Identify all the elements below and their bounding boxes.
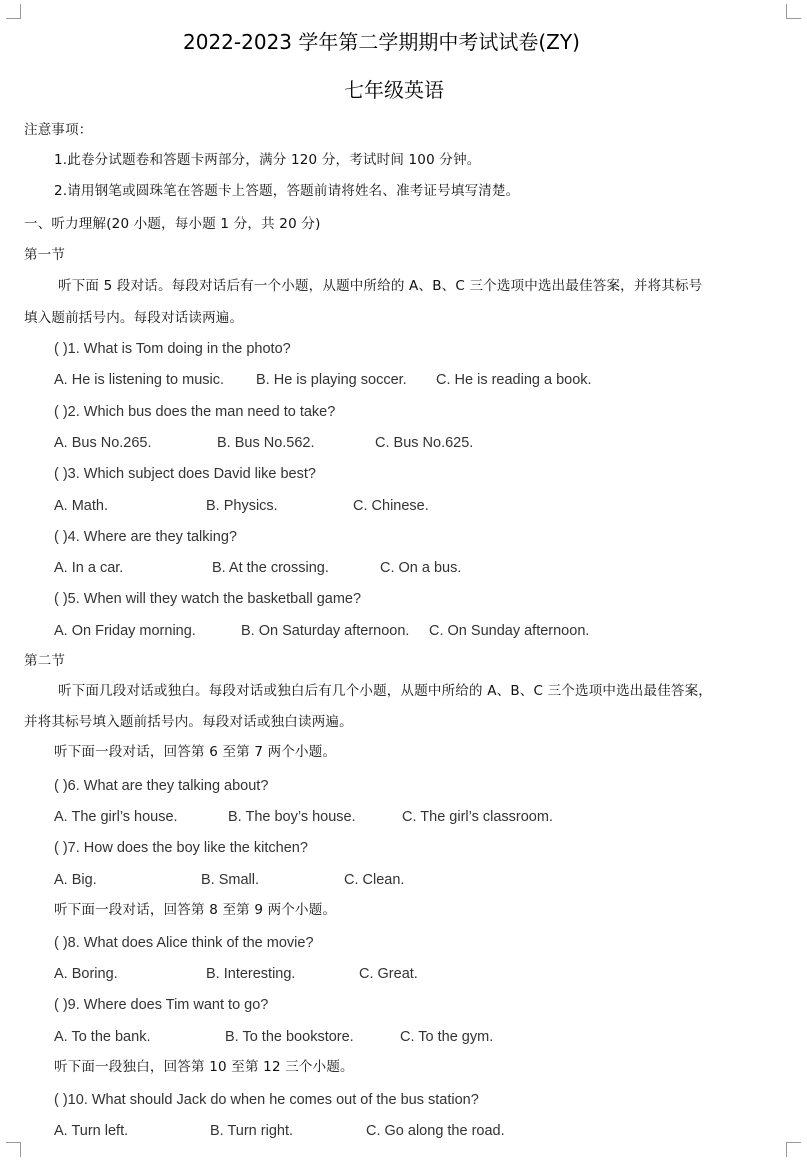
crop-mark-top-right — [786, 4, 801, 19]
notice-item-1: 1.此卷分试题卷和答题卡两部分，满分 120 分，考试时间 100 分钟。 — [54, 152, 481, 168]
question-4-option-a: A. In a car. — [54, 560, 124, 576]
crop-mark-top-left — [6, 4, 21, 19]
question-9: ( )9. Where does Tim want to go? — [54, 997, 269, 1013]
section1-instruction-line2: 填入题前括号内。每段对话读两遍。 — [24, 310, 244, 326]
question-4-option-c: C. On a bus. — [380, 560, 462, 576]
exam-title: 2022-2023 学年第二学期期中考试试卷(ZY) — [183, 30, 580, 54]
section1-heading: 第一节 — [24, 247, 66, 263]
question-6: ( )6. What are they talking about? — [54, 778, 269, 794]
question-8-option-b: B. Interesting. — [206, 966, 296, 982]
group-lead-8-9: 听下面一段对话，回答第 8 至第 9 两个小题。 — [54, 902, 337, 918]
crop-mark-bottom-left — [6, 1142, 21, 1157]
question-2: ( )2. Which bus does the man need to take? — [54, 404, 336, 420]
question-1: ( )1. What is Tom doing in the photo? — [54, 341, 291, 357]
question-9-option-c: C. To the gym. — [400, 1029, 494, 1045]
notice-heading: 注意事项： — [24, 122, 93, 138]
question-2-option-a: A. Bus No.265. — [54, 435, 152, 451]
question-7-option-a: A. Big. — [54, 872, 97, 888]
question-6-option-a: A. The girl’s house. — [54, 809, 178, 825]
question-1-option-a: A. He is listening to music. — [54, 372, 225, 388]
question-8-option-c: C. Great. — [359, 966, 418, 982]
question-6-option-c: C. The girl’s classroom. — [402, 809, 553, 825]
question-3: ( )3. Which subject does David like best? — [54, 466, 316, 482]
group-lead-6-7: 听下面一段对话，回答第 6 至第 7 两个小题。 — [54, 744, 337, 760]
question-4-option-b: B. At the crossing. — [212, 560, 329, 576]
question-2-option-c: C. Bus No.625. — [375, 435, 474, 451]
notice-item-2: 2.请用钢笔或圆珠笔在答题卡上答题，答题前请将姓名、准考证号填写清楚。 — [54, 183, 520, 199]
question-10: ( )10. What should Jack do when he comes out of the bus station? — [54, 1092, 479, 1108]
part1-heading: 一、听力理解(20 小题，每小题 1 分，共 20 分) — [24, 216, 321, 232]
question-9-option-b: B. To the bookstore. — [225, 1029, 354, 1045]
question-1-option-c: C. He is reading a book. — [436, 372, 592, 388]
question-8: ( )8. What does Alice think of the movie? — [54, 935, 314, 951]
question-9-option-a: A. To the bank. — [54, 1029, 151, 1045]
question-7-option-b: B. Small. — [201, 872, 260, 888]
question-10-option-a: A. Turn left. — [54, 1123, 129, 1139]
question-3-option-b: B. Physics. — [206, 498, 278, 514]
exam-subtitle: 七年级英语 — [344, 78, 444, 102]
question-5-option-a: A. On Friday morning. — [54, 623, 196, 639]
question-4: ( )4. Where are they talking? — [54, 529, 237, 545]
group-lead-10-12: 听下面一段独白，回答第 10 至第 12 三个小题。 — [54, 1059, 354, 1075]
question-5-option-c: C. On Sunday afternoon. — [429, 623, 590, 639]
question-10-option-c: C. Go along the road. — [366, 1123, 505, 1139]
section2-heading: 第二节 — [24, 653, 66, 669]
question-1-option-b: B. He is playing soccer. — [256, 372, 407, 388]
section2-instruction-line1: 听下面几段对话或独白。每段对话或独白后有几个小题，从题中所给的 A、B、C 三个选项中选出最佳答案， — [58, 683, 713, 699]
crop-mark-bottom-right — [786, 1142, 801, 1157]
question-7: ( )7. How does the boy like the kitchen? — [54, 840, 308, 856]
section2-instruction-line2: 并将其标号填入题前括号内。每段对话或独白读两遍。 — [24, 714, 353, 730]
question-7-option-c: C. Clean. — [344, 872, 405, 888]
question-2-option-b: B. Bus No.562. — [217, 435, 315, 451]
question-10-option-b: B. Turn right. — [210, 1123, 294, 1139]
question-8-option-a: A. Boring. — [54, 966, 118, 982]
question-3-option-a: A. Math. — [54, 498, 108, 514]
section1-instruction-line1: 听下面 5 段对话。每段对话后有一个小题，从题中所给的 A、B、C 三个选项中选出最佳答案，并将其标号 — [58, 278, 703, 294]
question-3-option-c: C. Chinese. — [353, 498, 429, 514]
question-5: ( )5. When will they watch the basketball game? — [54, 591, 362, 607]
question-6-option-b: B. The boy’s house. — [228, 809, 356, 825]
question-5-option-b: B. On Saturday afternoon. — [241, 623, 410, 639]
